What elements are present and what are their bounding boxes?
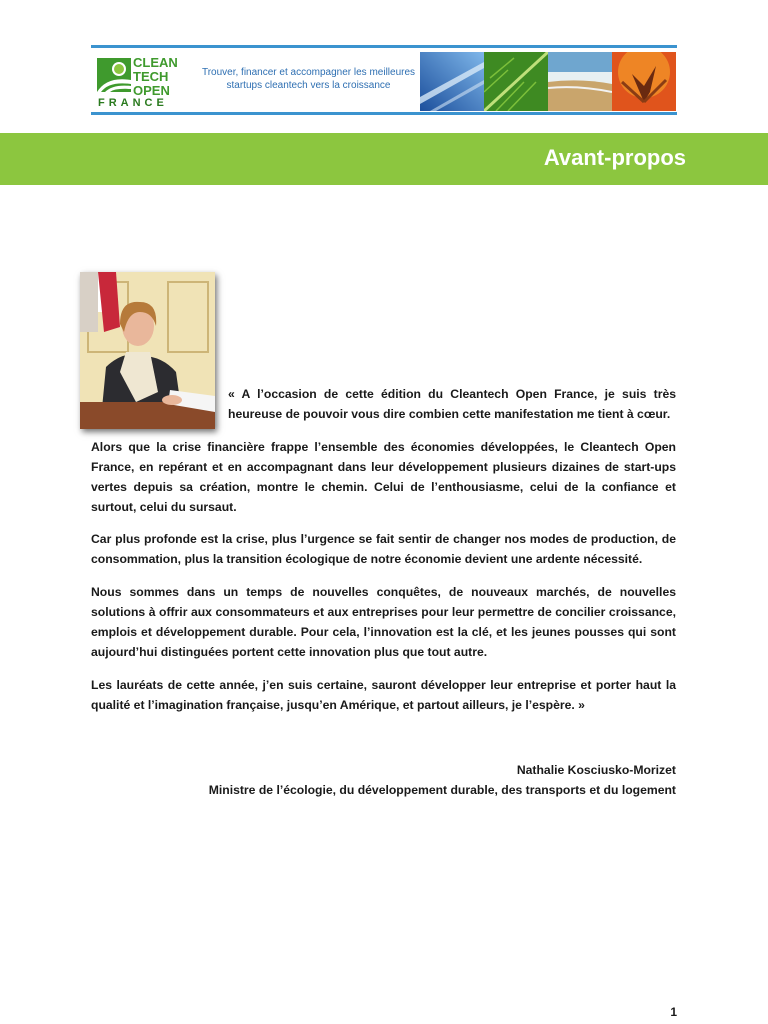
banner-tagline — [201, 66, 416, 92]
banner-image-strip — [420, 52, 677, 111]
header-banner — [91, 45, 677, 115]
sun-field-icon — [97, 58, 131, 92]
portrait-photo — [80, 272, 215, 429]
leaf-tile — [484, 52, 548, 111]
paragraph-urgency: Car plus profonde est la crise, plus l’urgence se fait sentir de changer nos modes de production, de consommation, plus la transition écologique de notre économie devient une ardente nécessité. — [91, 532, 676, 566]
section-title-bar — [0, 133, 768, 185]
beach-tile — [548, 52, 612, 111]
logo-text-clean: CLEAN — [133, 55, 178, 70]
paragraph-laureates: Les lauréats de cette année, j’en suis certaine, sauront développer leur entreprise et porter haut la qualité et l’imagination française, jusqu’en Amérique, et partout ailleurs, je l’espère. » — [91, 678, 676, 712]
paragraph-conquests: Nous sommes dans un temps de nouvelles conquêtes, de nouveaux marchés, de nouvelles solutions à offrir aux consommateurs et aux entreprises pour leur permettre de concilier croissance, emplois et développement durable. Pour cela, l’innovation est la clé, et les jeunes pousses qui sont aujourd’hui distinguées portent cette innovation plus que tout autre. — [91, 585, 676, 659]
section-title: Avant-propos — [543, 145, 686, 170]
cleantech-open-france-logo — [95, 52, 185, 110]
logo-text-france: FRANCE — [98, 97, 168, 109]
signature-role: Ministre de l’écologie, du développement durable, des transports et du logement — [208, 783, 676, 797]
logo-text-open: OPEN — [133, 83, 170, 98]
page-number: 1 — [670, 1005, 677, 1019]
flower-tile — [612, 52, 676, 111]
tagline-line-1: Trouver, financer et accompagner les meilleures — [201, 67, 416, 78]
intro-quote-paragraph: « A l’occasion de cette édition du Cleantech Open France, je suis très heureuse de pouvoir vous dire combien cette manifestation me tient à cœur. — [228, 387, 676, 421]
tagline-line-2: startups cleantech vers la croissance — [226, 80, 391, 91]
signature-name: Nathalie Kosciusko-Morizet — [516, 763, 676, 777]
paragraph-crisis: Alors que la crise financière frappe l’ensemble des économies développées, le Cleantech Open France, en repérant et en accompagnant dans leur développement plusieurs dizaines de start-ups vertes depuis sa création, montre le chemin. Celui de l’enthousiasme, celui de la confiance et surtout, celui du sursaut. — [91, 440, 676, 514]
sky-tile — [420, 52, 484, 111]
logo-text-tech: TECH — [133, 69, 169, 84]
